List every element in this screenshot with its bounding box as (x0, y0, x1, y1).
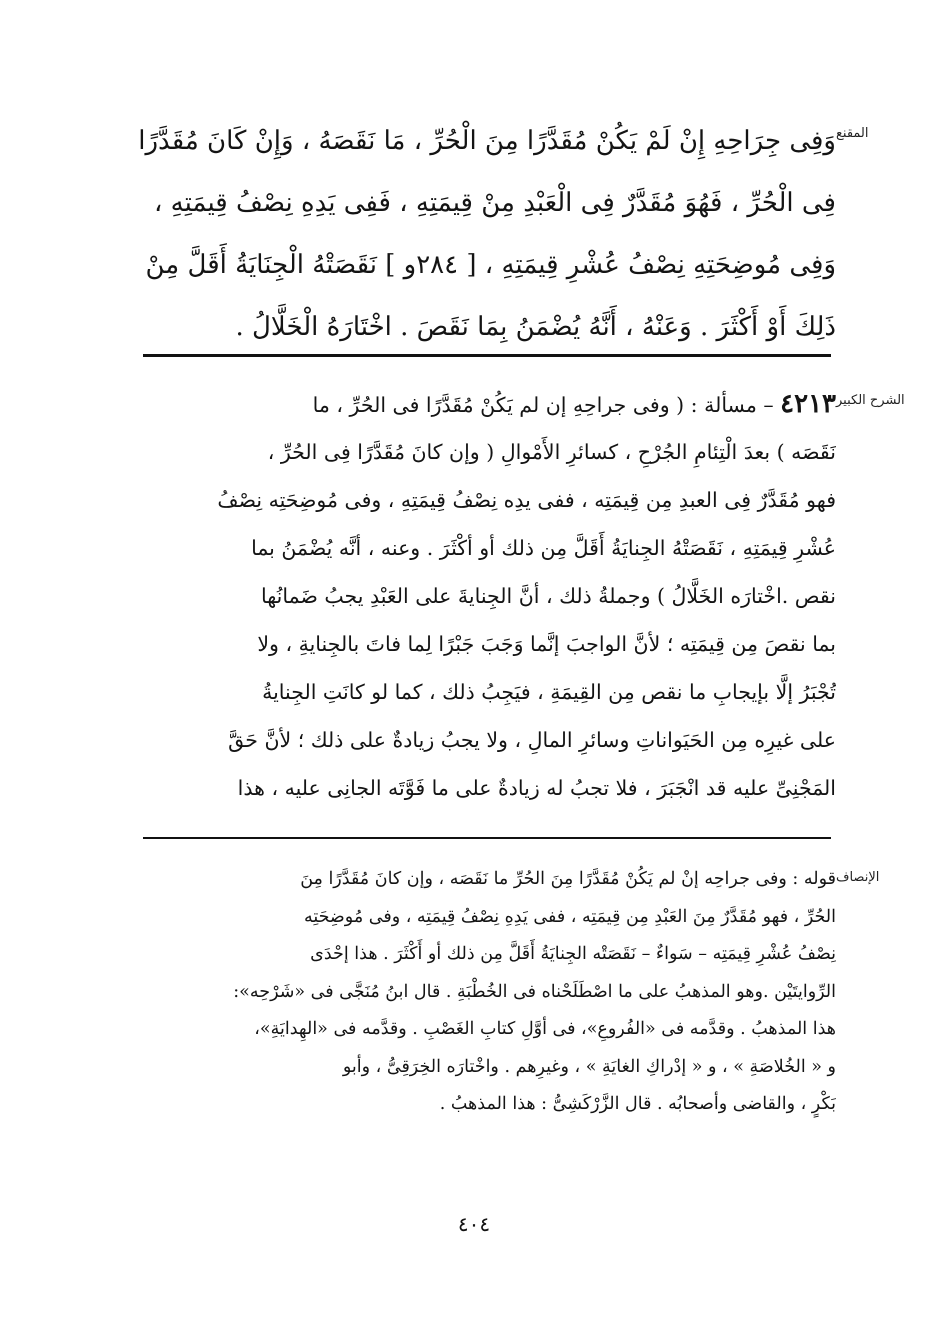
sharh-line: فهو مُقَدَّرٌ فِى العبدِ مِن قِيمَتِه ، ففى يدِه نِصْفُ قِيمَتِهِ ، وفى مُوضِحَتِه نِصْفُ (217, 488, 836, 512)
issue-number: ٤٢١٣ (780, 389, 836, 419)
sharh-line: المَجْنِىِّ عليه قد انْجَبَرَ ، فلا تجبُ له زيادةٌ على ما فَوَّتَه الجانِى عليه ، هذا (237, 776, 836, 800)
insaf-line: نِصْفُ عُشْرِ قِيمَتِه – سَواءٌ – نَقَصَتْه الجِنايَةُ أَقَلَّ مِن ذلك أو أَكْثَرَ . هذا إحْدَى (310, 944, 836, 964)
sharh-text (130, 380, 836, 812)
insaf-line: الرِّوايتَيْن .وهو المذهبُ على ما اصْطَلَحْناه فى الخُطْبَةِ . قال ابنُ مُنَجَّى فى «شَرْحِه»: (233, 981, 836, 1002)
sharh-line: عُشْرِ قِيمَتِهِ ، نَقَصَتْهُ الجِنايَةُ أَقَلَّ مِن ذلك أو أكْثَرَ . وعنه ، أنَّه يُضْمَنُ بما (251, 536, 836, 560)
sharh-line: تُجْبَرُ إلَّا بإيجابِ ما نقص مِن القِيمَةِ ، فيَجِبُ ذلك ، كما لو كانَتِ الجِنايةُ (262, 680, 836, 704)
insaf-line: بَكْرٍ ، والقاضى وأصحابُه . قال الزَّرْكَشِىُّ : هذا المذهبُ . (439, 1094, 836, 1114)
divider-rule-thick (143, 354, 831, 357)
muqni-line: فِى الْحُرِّ ، فَهُوَ مُقَدَّرٌ فِى الْعَبْدِ مِنْ قِيمَتِهِ ، فَفِى يَدِهِ نِصْفُ قِيمَتِهِ ، (153, 188, 836, 218)
divider-rule-thin (143, 837, 831, 839)
sharh-line: بما نقصَ مِن قِيمَتِه ؛ لأنَّ الواجبَ إنَّما وَجَبَ جَبْرًا لِما فاتَ بالجِنايةِ ، ولا (257, 632, 836, 656)
label-sharh: الشرح الكبير (836, 393, 905, 408)
muqni-line: وَفِى مُوضِحَتِهِ نِصْفُ عُشْرِ قِيمَتِهِ ، [ ٢٨٤و ] نَقَصَتْهُ الْجِنَايَةُ أَقَلَّ مِنْ (145, 250, 836, 280)
insaf-line: قوله : وفى جراحِه إنْ لم يَكُنْ مُقَدَّرًا مِنَ الحُرِّ ما نَقَصَه ، وإن كانَ مُقَدَّرًا مِنَ (300, 869, 836, 889)
page-number: ٤٠٤ (457, 1212, 491, 1236)
insaf-text (130, 861, 836, 1124)
sharh-line-first-text: – مسألة : ( وفى جراحِهِ إن لم يَكُنْ مُقَدَّرًا فى الحُرِّ ، ما (312, 393, 774, 417)
sharh-line: نقص .اخْتارَه الخَلَّالُ ) وجملةُ ذلك ، أنَّ الجِنايةَ على العَبْدِ يجبُ ضَمانُها (260, 584, 836, 608)
label-insaf: الإنصاف (836, 870, 880, 885)
label-muqni: المقنع (836, 126, 869, 141)
sharh-line (130, 380, 836, 428)
insaf-line: الحُرِّ ، فهو مُقَدَّرٌ مِنَ العَبْدِ مِن قِيمَتِه ، ففى يَدِهِ نِصْفُ قِيمَتِه ، وفى مُوضِحَتِه (303, 906, 836, 927)
muqni-line: وَفِى جِرَاحِهِ إِنْ لَمْ يَكُنْ مُقَدَّرًا مِنَ الْحُرِّ ، مَا نَقَصَهُ ، وَإِنْ كَانَ مُقَدَّرًا (138, 126, 836, 156)
sharh-line: على غيرِه مِن الحَيَواناتِ وسائرِ المالِ ، ولا يجبُ زيادةٌ على ذلك ؛ لأنَّ حَقَّ (228, 728, 836, 752)
muqni-text (130, 110, 836, 358)
insaf-line: هذا المذهبُ . وقدَّمه فى «الفُروعِ»، فى أوَّلِ كتابِ الغَصْبِ . وقدَّمه فى «الهِدايَةِ»، (254, 1019, 836, 1039)
insaf-line: و « الخُلاصَةِ » ، و « إدْراكِ الغايَةِ » ، وغيرِهم . واخْتارَه الخِرَقِىُّ ، وأبو (342, 1056, 836, 1077)
muqni-line: ذَلِكَ أَوْ أَكْثَرَ . وَعَنْهُ ، أَنَّهُ يُضْمَنُ بِمَا نَقَصَ . اخْتَارَهُ الْخَلَّالُ . (235, 312, 836, 342)
sharh-line: نَقَصَه ) بعدَ الْتِئامِ الجُرْحِ ، كسائرِ الأَمْوالِ ( وإن كانَ مُقَدَّرًا فِى الحُرِّ ، (267, 440, 836, 464)
